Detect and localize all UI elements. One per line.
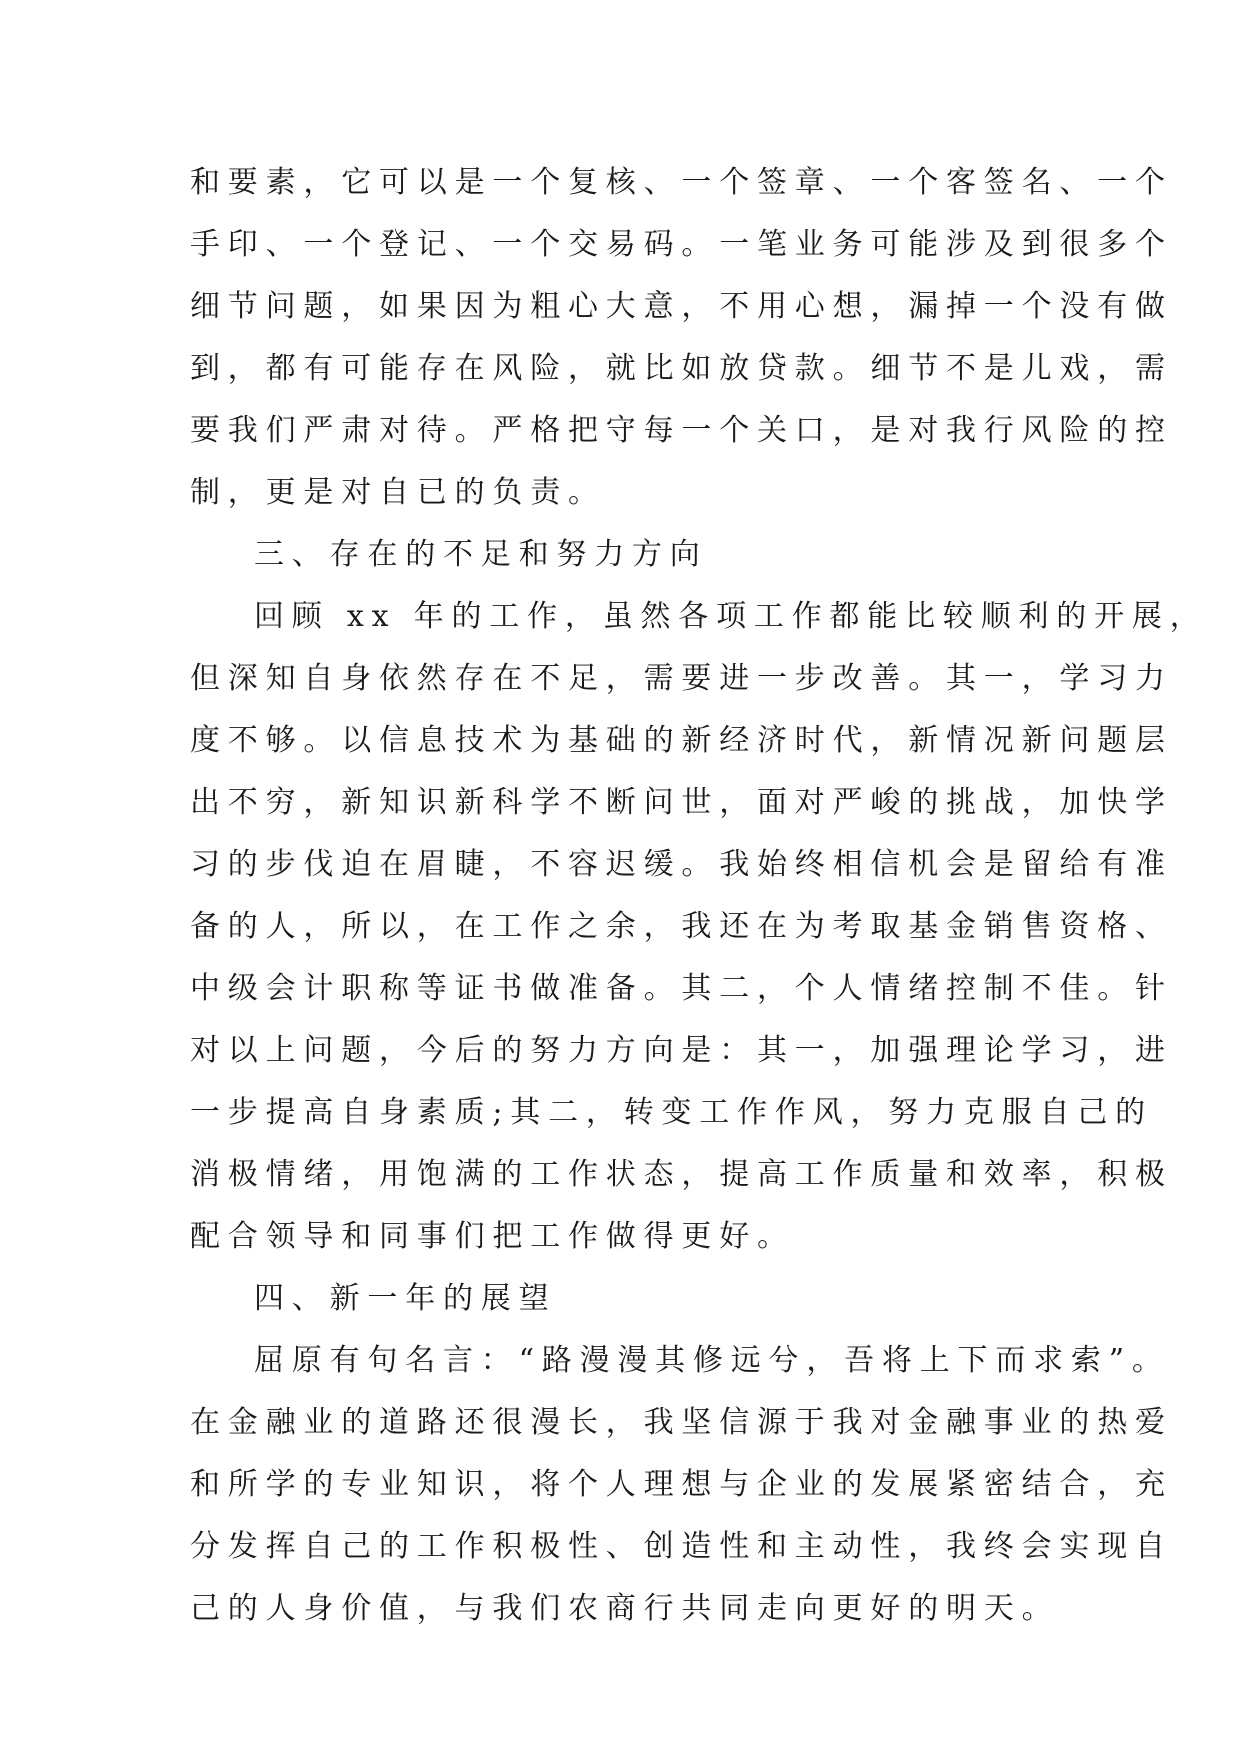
paragraph-line: 在金融业的道路还很漫长，我坚信源于我对金融事业的热爱 <box>190 1405 1173 1440</box>
paragraph-line: 细节问题，如果因为粗心大意，不用心想，漏掉一个没有做 <box>190 289 1173 324</box>
paragraph-line: 和所学的专业知识，将个人理想与企业的发展紧密结合，充 <box>190 1467 1173 1502</box>
paragraph-first-line: 回顾 xx 年的工作，虽然各项工作都能比较顺利的开展， <box>254 599 1208 634</box>
paragraph-line: 分发挥自己的工作积极性、创造性和主动性，我终会实现自 <box>190 1529 1173 1564</box>
paragraph-line: 和要素，它可以是一个复核、一个签章、一个客签名、一个 <box>190 165 1173 200</box>
paragraph-line: 手印、一个登记、一个交易码。一笔业务可能涉及到很多个 <box>190 227 1173 262</box>
paragraph-line: 到，都有可能存在风险，就比如放贷款。细节不是儿戏，需 <box>190 351 1173 386</box>
document-body <box>190 152 1208 1640</box>
section-heading: 三、存在的不足和努力方向 <box>254 537 708 572</box>
paragraph-line: 出不穷，新知识新科学不断问世，面对严峻的挑战，加快学 <box>190 785 1173 820</box>
paragraph-line: 己的人身价值，与我们农商行共同走向更好的明天。 <box>190 1591 1060 1626</box>
paragraph-line: 度不够。以信息技术为基础的新经济时代，新情况新问题层 <box>190 723 1173 758</box>
paragraph-line: 中级会计职称等证书做准备。其二，个人情绪控制不佳。针 <box>190 971 1173 1006</box>
paragraph-line: 要我们严肃对待。严格把守每一个关口，是对我行风险的控 <box>190 413 1173 448</box>
paragraph-line: 习的步伐迫在眉睫，不容迟缓。我始终相信机会是留给有准 <box>190 847 1173 882</box>
section-heading: 四、新一年的展望 <box>254 1281 557 1316</box>
paragraph-line: 消极情绪，用饱满的工作状态，提高工作质量和效率，积极 <box>190 1157 1173 1192</box>
paragraph-first-line: 屈原有句名言：“路漫漫其修远兮，吾将上下而求索”。 <box>254 1343 1170 1378</box>
paragraph-line: 对以上问题，今后的努力方向是：其一，加强理论学习，进 <box>190 1033 1173 1068</box>
paragraph-line: 备的人，所以，在工作之余，我还在为考取基金销售资格、 <box>190 909 1173 944</box>
paragraph-line: 但深知自身依然存在不足，需要进一步改善。其一，学习力 <box>190 661 1173 696</box>
paragraph-line: 制，更是对自已的负责。 <box>190 475 606 510</box>
paragraph-line: 配合领导和同事们把工作做得更好。 <box>190 1219 795 1254</box>
paragraph-line: 一步提高自身素质;其二，转变工作作风，努力克服自己的 <box>190 1095 1153 1130</box>
